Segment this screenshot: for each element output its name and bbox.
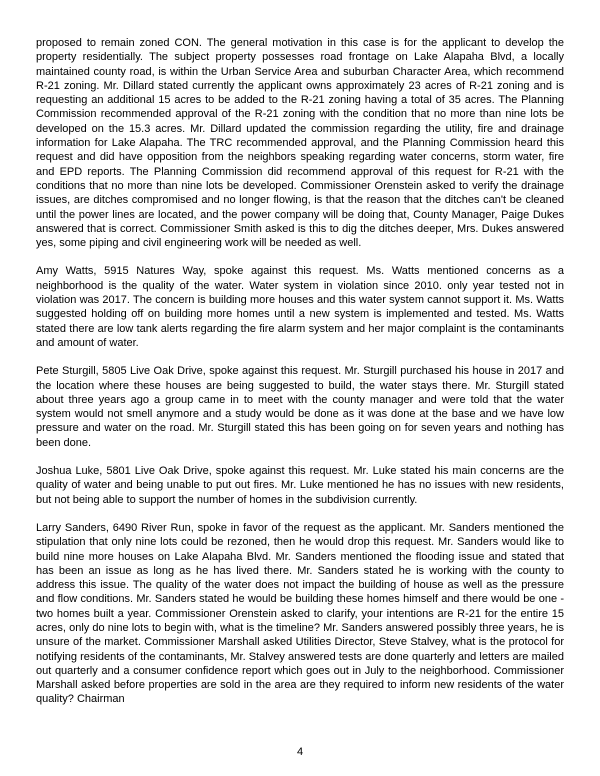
document-body: [36, 36, 564, 721]
paragraph-amy-watts: Amy Watts, 5915 Natures Way, spoke against this request. Ms. Watts mentioned concerns as a neighborhood is the quality of the water. Water system in violation since 2010. only year tested not in violation was 2017. The concern is building more houses and this water system cannot support it. Ms. Watts suggested holding off on building more homes until a new system is implemented and tested. Ms. Watts stated there are low tank alerts regarding the fire alarm system and her major complaint is the contaminants and amount of water.: [36, 265, 564, 349]
paragraph-zoning-summary: proposed to remain zoned CON. The general motivation in this case is for the applicant to develop the property residentially. The subject property possesses road frontage on Lake Alapaha Blvd, a locally maintained county road, is within the Urban Service Area and suburban Character Area, which recommend R-21 zoning. Mr. Dillard stated currently the applicant owns approximately 23 acres of R-21 zoning and is requesting an additional 15 acres to be added to the R-21 zoning having a total of 35 acres. The Planning Commission recommended approval of the R-21 zoning with the condition that no more than nine lots be developed on the 15.3 acres. Mr. Dillard updated the commission regarding the utility, fire and drainage information for Lake Alapaha. The TRC recommended approval, and the Planning Commission heard this request and did have opposition from the neighbors speaking regarding water concerns, storm water, fire and EPD reports. The Planning Commission did recommend approval of this request for R-21 with the conditions that no more than nine lots be developed. Commissioner Orenstein asked to verify the drainage issues, are ditches compromised and no longer flowing, is that the reason that the ditches can't be cleaned until the power lines are located, and the power company will be doing that, County Manager, Paige Dukes answered that is correct. Commissioner Smith asked is this to dig the ditches deeper, Mrs. Dukes answered yes, some piping and civil engineering work will be needed as well.: [36, 37, 564, 250]
paragraph-pete-sturgill: Pete Sturgill, 5805 Live Oak Drive, spoke against this request. Mr. Sturgill purchased his house in 2017 and the location where these houses are being suggested to build, the water stays there. Mr. Sturgill stated about three years ago a group came in to meet with the county manager and were told that the water system would not smell anymore and a study would be done as it was done at the base and we have low pressure and water on the road. Mr. Sturgill stated this has been going on for seven years and nothing has been done.: [36, 365, 564, 449]
paragraph-larry-sanders: Larry Sanders, 6490 River Run, spoke in favor of the request as the applicant. Mr. Sanders mentioned the stipulation that only nine lots could be rezoned, then he would drop this request. Mr. Sanders would like to build nine more houses on Lake Alapaha Blvd. Mr. Sanders mentioned the flooding issue and stated that has been an issue as long as he has lived there. Mr. Sanders stated he is working with the county to address this issue. The quality of the water does not impact the building of house as well as the pressure and flow conditions. Mr. Sanders stated he would be building these homes himself and there would be one - two homes built a year. Commissioner Orenstein asked to clarify, your intentions are R-21 for the entire 15 acres, only do nine lots to begin with, what is the timeline? Mr. Sanders answered possibly three years, he is unsure of the market. Commissioner Marshall asked Utilities Director, Steve Stalvey, what is the protocol for notifying residents of the contaminants, Mr. Stalvey answered tests are done quarterly and letters are mailed out quarterly and a consumer confidence report which goes out in July to the neighborhood. Commissioner Marshall asked before properties are sold in the area are they required to inform new residents of the water quality? Chairman: [36, 521, 564, 706]
page-number: 4: [296, 746, 304, 758]
paragraph-joshua-luke: Joshua Luke, 5801 Live Oak Drive, spoke against this request. Mr. Luke stated his main concerns are the quality of water and being unable to put out fires. Mr. Luke mentioned he has no issues with new residents, but not being able to support the number of homes in the subdivision currently.: [36, 465, 564, 506]
